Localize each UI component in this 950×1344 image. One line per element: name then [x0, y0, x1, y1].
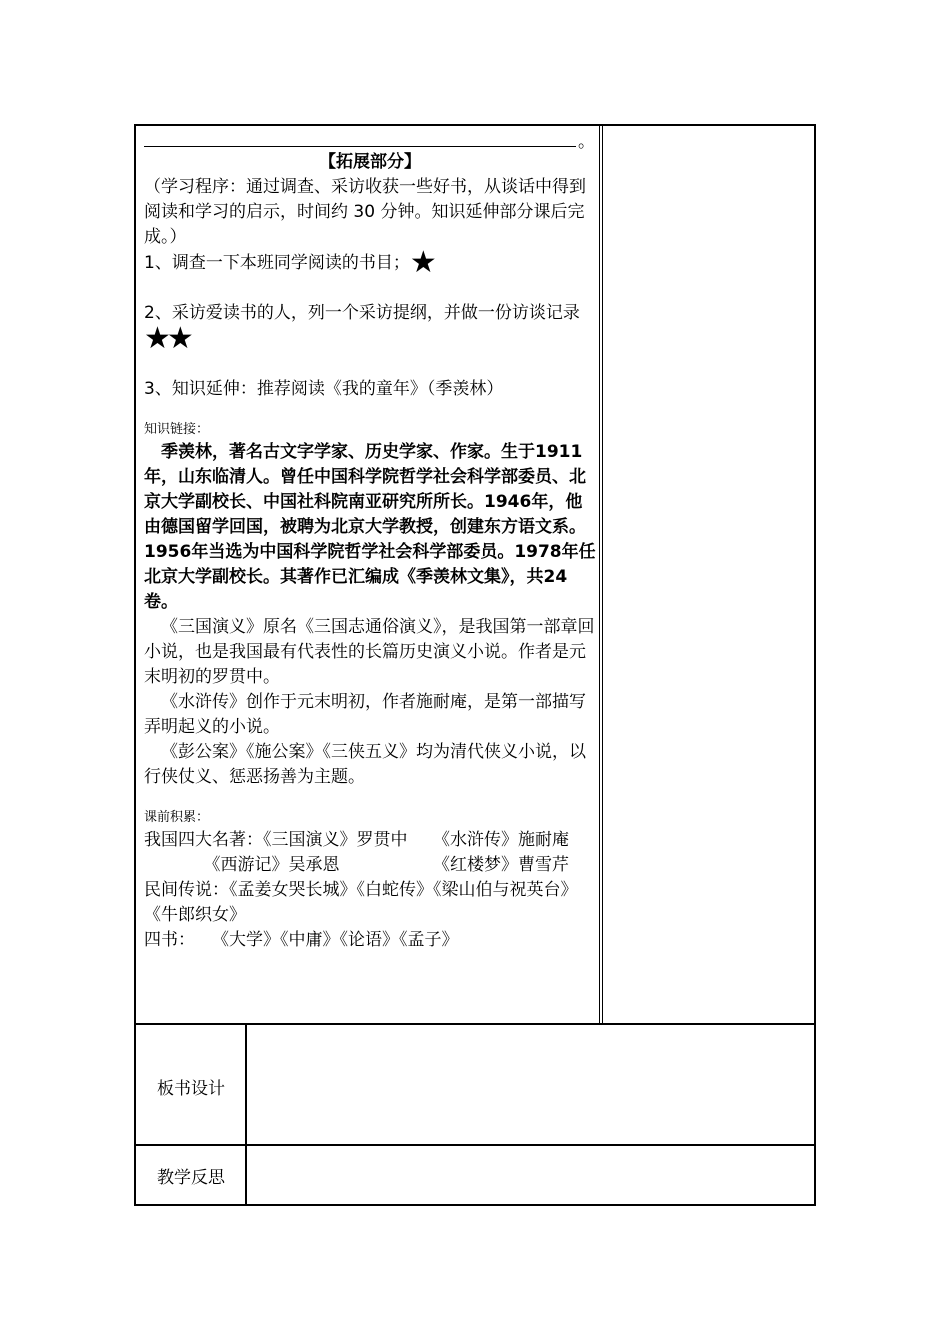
task-1: [144, 245, 596, 280]
blank-underline: [144, 146, 576, 147]
knowledge-paragraph: 《彭公案》《施公案》《三侠五义》均为清代侠义小说，以行侠仗义、惩恶扬善为主题。: [144, 742, 586, 787]
task-2: [144, 301, 596, 356]
row-divider: [136, 1023, 814, 1025]
extension-content: [144, 128, 596, 953]
column-divider-inner: [602, 126, 603, 1024]
preclass-line: 《西游记》吴承恩 《红楼梦》曹雪芹: [144, 855, 569, 875]
column-divider: [599, 126, 600, 1024]
task-3: 3、知识延伸：推荐阅读《我的童年》（季羡林）: [144, 379, 504, 399]
knowledge-paragraph: 季羡林，著名古文字学家、历史学家、作家。生于1911年，山东临清人。曾任中国科学院哲学社会科学部委员、北京大学副校长、中国社科院南亚研究所所长。1946年，他由德国留学回国，被聘为北京大学教授，创建东方语文系。1956年当选为中国科学院哲学社会科学部委员。1978年任北京大学副校长。其著作已汇编成《季羡林文集》，共24卷。: [144, 442, 596, 612]
knowledge-paragraph: 《三国演义》原名《三国志通俗演义》，是我国第一部章回小说，也是我国最有代表性的长篇历史演义小说。作者是元末明初的罗贯中。: [144, 617, 595, 687]
star-icon: ★: [409, 245, 433, 280]
preclass-line: 我国四大名著：《三国演义》罗贯中 《水浒传》施耐庵: [144, 830, 569, 850]
knowledge-paragraph: 《水浒传》创作于元末明初，作者施耐庵，是第一部描写弄明起义的小说。: [144, 692, 586, 737]
task-1-text: 1、调查一下本班同学阅读的书目；: [144, 253, 410, 273]
board-design-label: 板书设计: [157, 1079, 225, 1099]
procedure-text: （学习程序：通过调查、采访收获一些好书，从谈话中得到阅读和学习的启示，时间约 30 分钟。知识延伸部分课后完成。）: [144, 177, 586, 247]
period-mark: 。: [578, 132, 595, 152]
preclass-line: 四书： 《大学》《中庸》《论语》《孟子》: [144, 930, 459, 950]
section-title: 【拓展部分】: [319, 152, 421, 172]
knowledge-heading: 知识链接：: [144, 422, 210, 437]
fill-in-blank: [144, 128, 596, 150]
row-divider: [136, 1144, 814, 1146]
preclass-line: 民间传说：《孟姜女哭长城》《白蛇传》《梁山伯与祝英台》《牛郎织女》: [144, 880, 578, 925]
teaching-reflection-label: 教学反思: [157, 1168, 225, 1188]
preclass-heading: 课前积累：: [144, 810, 210, 825]
task-2-text: 2、采访爱读书的人，列一个采访提纲，并做一份访谈记录: [144, 303, 580, 323]
star-icon: ★★: [144, 321, 190, 356]
